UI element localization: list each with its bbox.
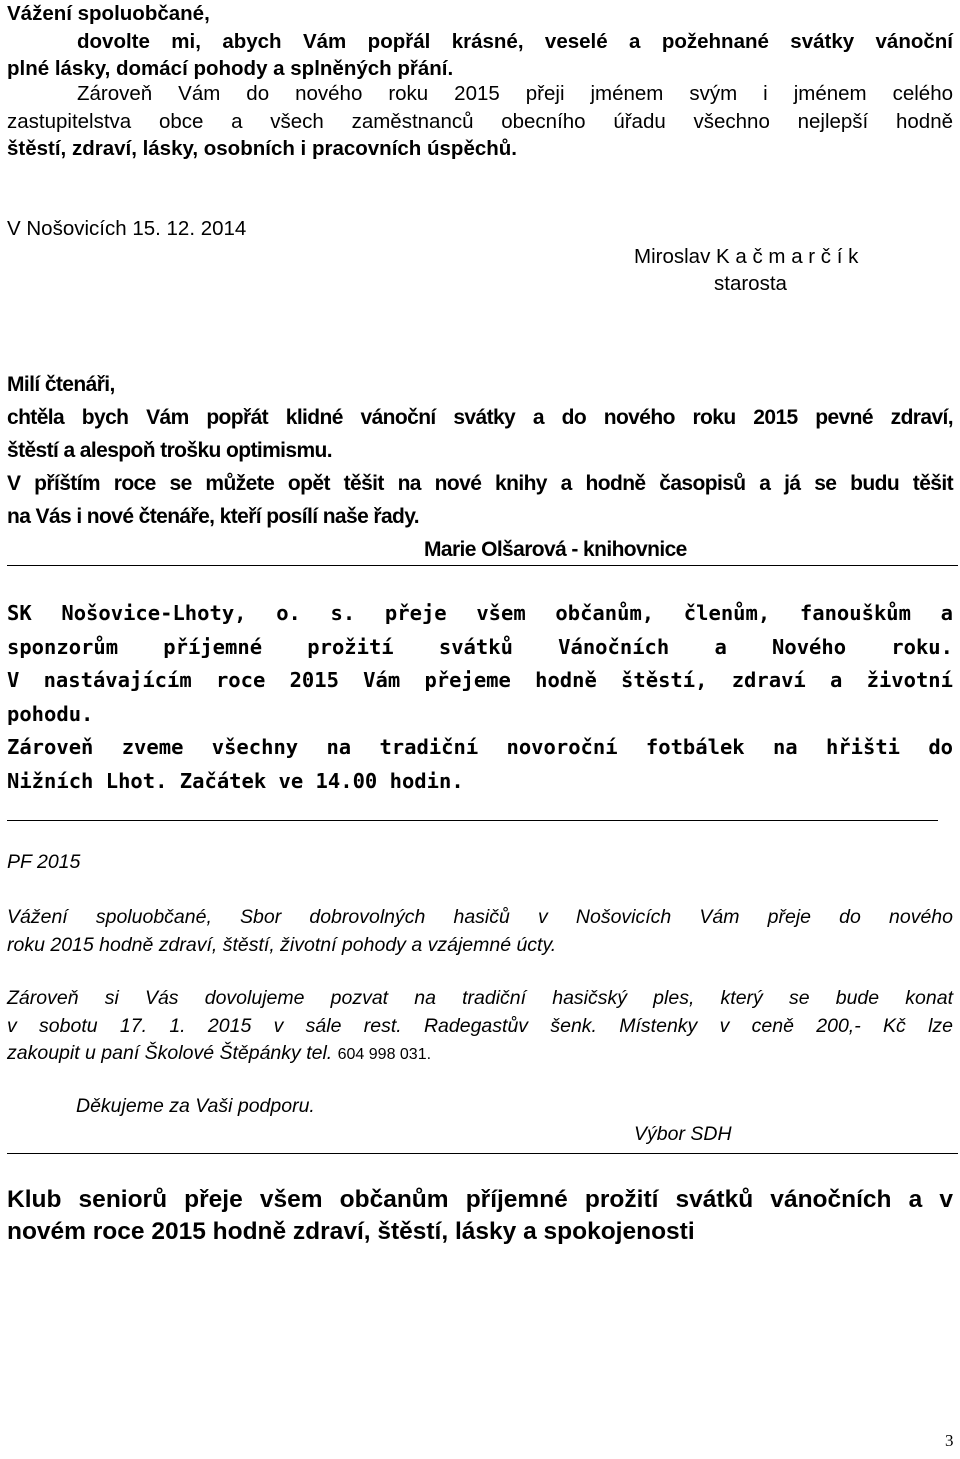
fire-brigade-wishes — [7, 904, 953, 959]
paragraph-line: plné lásky, domácí pohody a splněných přání. — [7, 57, 454, 80]
library-greeting — [7, 368, 953, 566]
signer-role: starosta — [714, 272, 787, 295]
section-divider — [7, 1153, 958, 1154]
paragraph-line: zastupitelstva obce a všech zaměstnanců obecního úřadu všechno nejlepší hodně — [7, 109, 953, 133]
paragraph-line: Zároveň si Vás dovolujeme pozvat na tradiční hasičský ples, který se bude konat — [7, 987, 953, 1009]
paragraph-line: Klub seniorů přeje všem občanům příjemné prožití svátků vánočních a v — [7, 1186, 953, 1213]
pf-heading: PF 2015 — [7, 851, 81, 873]
ticket-info: zakoupit u paní Školové Štěpánky tel. — [7, 1042, 338, 1064]
place-date: V Nošovicích 15. 12. 2014 — [7, 217, 247, 240]
paragraph-line: Vážení spoluobčané, Sbor dobrovolných hasičů v Nošovicích Vám přeje do nového — [7, 906, 953, 928]
paragraph-line: roku 2015 hodně zdraví, štěstí, životní pohody a vzájemné úcty. — [7, 933, 557, 956]
paragraph-line: V příštím roce se můžete opět těšit na nové knihy a hodně časopisů a já se budu těšit — [7, 472, 953, 495]
paragraph-line: sponzorům příjemné prožití svátků Vánočních a Nového roku. — [7, 634, 953, 659]
paragraph-line: SK Nošovice-Lhoty, o. s. přeje všem občanům, členům, fanouškům a — [7, 601, 953, 625]
paragraph-line: Zároveň zveme všechny na tradiční novoroční fotbálek na hřišti do — [7, 735, 953, 759]
paragraph-line: chtěla bych Vám popřát klidné vánoční svátky a do nového roku 2015 pevné zdraví, — [7, 406, 953, 429]
paragraph-line: novém roce 2015 hodně zdraví, štěstí, lásky a spokojenosti — [7, 1218, 695, 1245]
library-signature: Marie Olšarová - knihovnice — [424, 538, 687, 561]
senior-club-wishes — [7, 1184, 953, 1248]
section-divider — [7, 565, 958, 566]
thanks-line: Děkujeme za Vaši podporu. — [76, 1095, 315, 1117]
mayor-greeting — [7, 0, 953, 83]
signer-name: Miroslav K a č m a r č í k — [634, 245, 859, 268]
section-divider — [7, 820, 938, 821]
fire-brigade-invitation — [7, 985, 953, 1069]
paragraph-line: Zároveň Vám do nového roku 2015 přeji jménem svým i jménem celého — [77, 82, 953, 105]
paragraph-line: na Vás i nové čtenáře, kteří posílí naše řady. — [7, 505, 420, 528]
paragraph-line: štěstí a alespoň trošku optimismu. — [7, 439, 333, 462]
greeting-heading: Vážení spoluobčané, — [7, 2, 210, 25]
paragraph-line: dovolte mi, abych Vám popřál krásné, veselé a požehnané svátky vánoční — [77, 29, 953, 53]
paragraph-line: Nižních Lhot. Začátek ve 14.00 hodin. — [7, 768, 464, 793]
paragraph-line: pohodu. — [7, 701, 94, 726]
paragraph-line: štěstí, zdraví, lásky, osobních i pracovních úspěchů. — [7, 137, 517, 160]
greeting-heading: Milí čtenáři, — [7, 373, 115, 396]
paragraph-line: v sobotu 17. 1. 2015 v sále rest. Radegastův šenk. Místenky v ceně 200,- Kč lze — [7, 1014, 953, 1037]
mayor-wishes — [7, 80, 953, 163]
fire-brigade-signature: Výbor SDH — [634, 1123, 732, 1145]
paragraph-line — [7, 1040, 953, 1069]
sports-club-wishes — [7, 597, 953, 798]
page-number: 3 — [945, 1431, 954, 1450]
phone-number: 604 998 031. — [337, 1046, 432, 1063]
paragraph-line: V nastávajícím roce 2015 Vám přejeme hodně štěstí, zdraví a životní — [7, 668, 953, 692]
